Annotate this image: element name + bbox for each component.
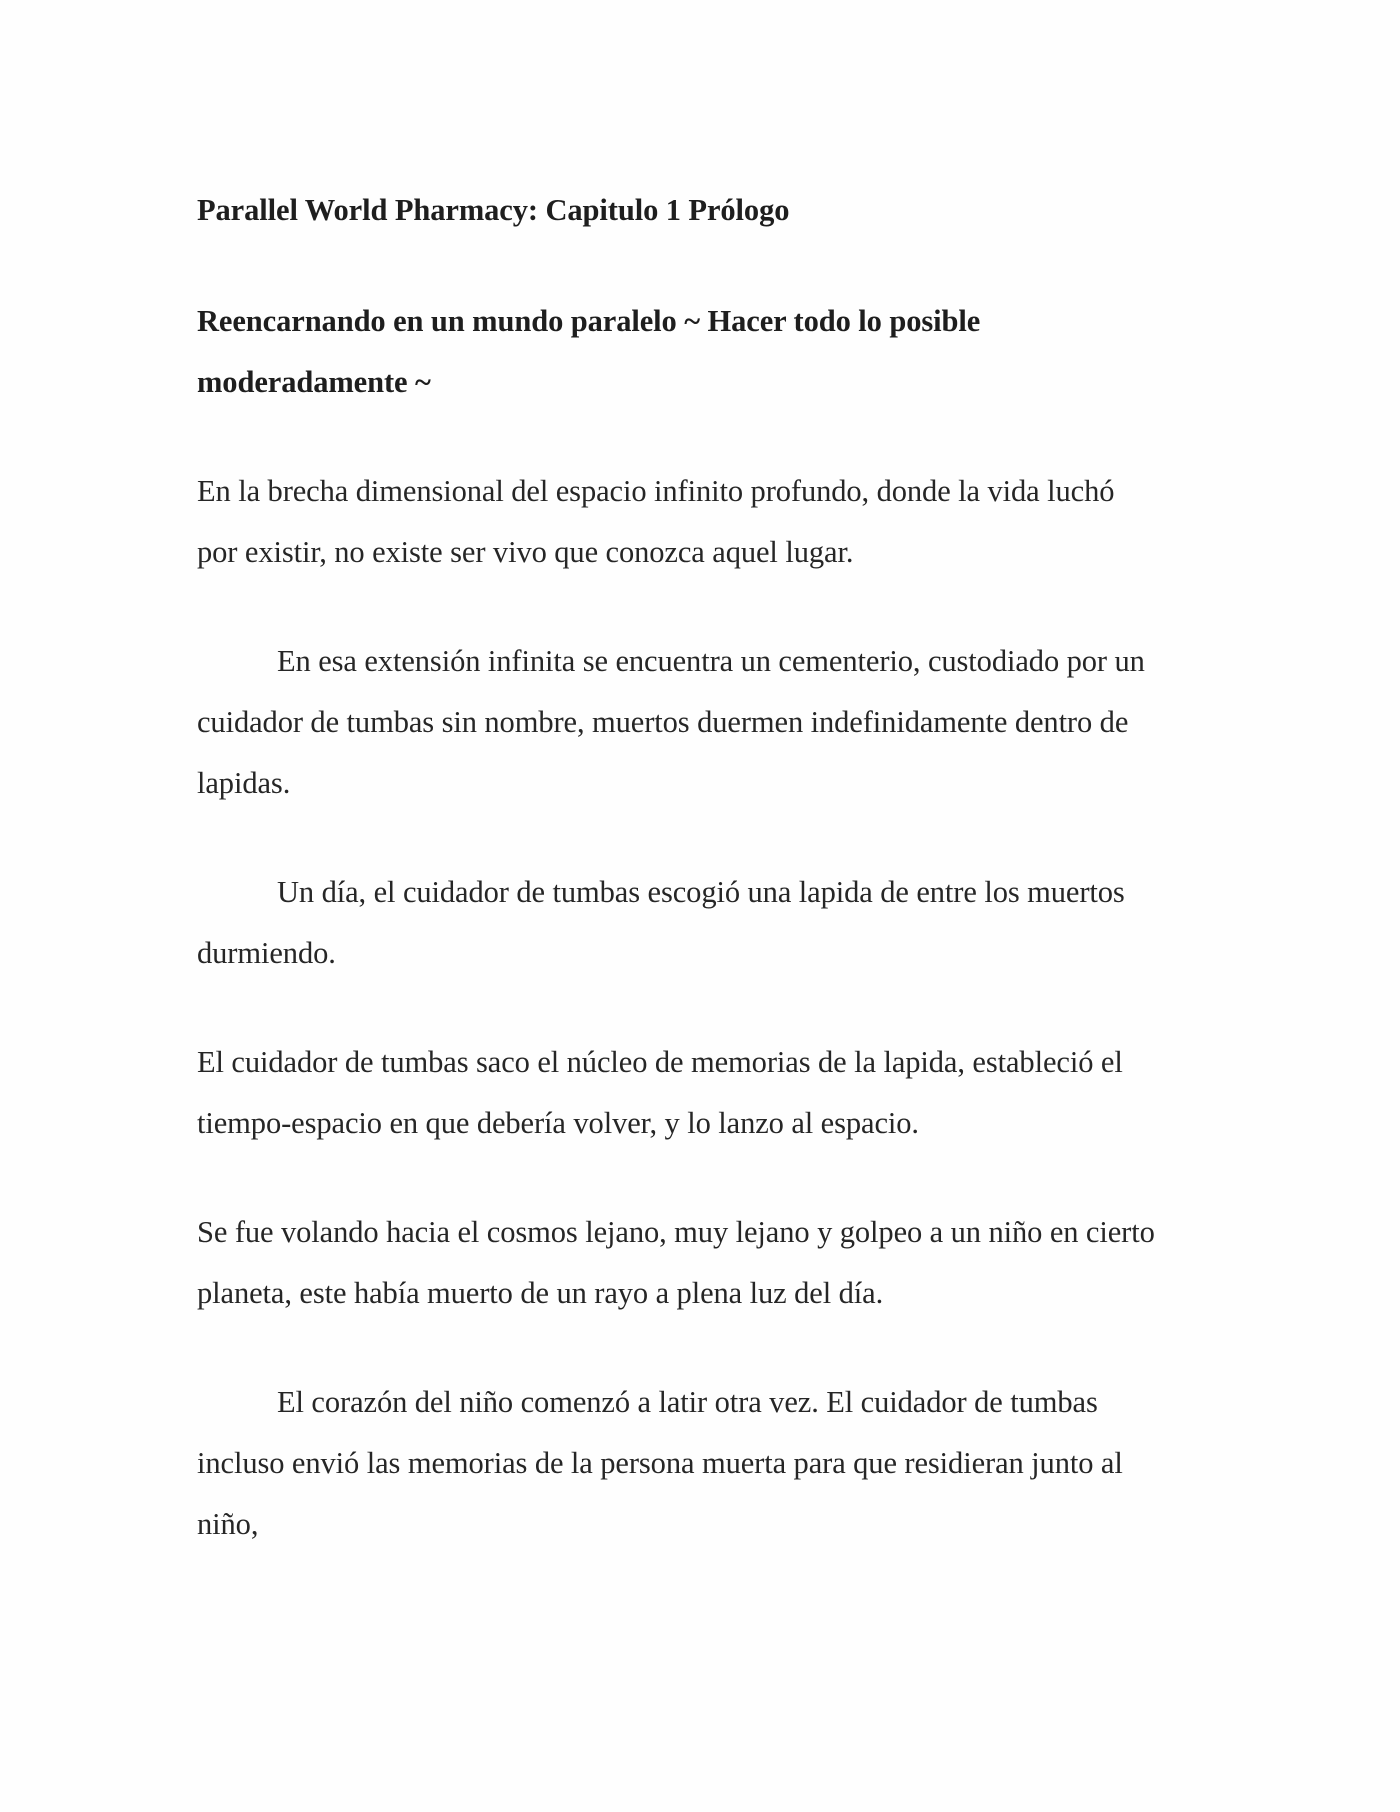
subtitle-line: moderadamente ~: [197, 365, 431, 399]
paragraph: [197, 461, 1227, 583]
paragraph-line: niño,: [197, 1507, 259, 1541]
subtitle-line: Reencarnando en un mundo paralelo ~ Hacer todo lo posible: [197, 304, 981, 338]
chapter-title: [197, 180, 1227, 241]
paragraph: [197, 1202, 1227, 1324]
paragraph-line: Se fue volando hacia el cosmos lejano, muy lejano y golpeo a un niño en cierto: [197, 1215, 1155, 1249]
paragraph: [197, 1032, 1227, 1154]
chapter-subtitle: [197, 291, 1227, 413]
paragraph-line: durmiendo.: [197, 936, 336, 970]
paragraph-line: cuidador de tumbas sin nombre, muertos duermen indefinidamente dentro de: [197, 705, 1129, 739]
paragraph-line: por existir, no existe ser vivo que conozca aquel lugar.: [197, 535, 854, 569]
paragraph-line: En la brecha dimensional del espacio infinito profundo, donde la vida luchó: [197, 474, 1115, 508]
paragraph-line: tiempo-espacio en que debería volver, y lo lanzo al espacio.: [197, 1106, 919, 1140]
paragraph-line: incluso envió las memorias de la persona muerta para que residieran junto al: [197, 1446, 1123, 1480]
document-body: [197, 180, 1227, 1555]
chapter-title-text: Parallel World Pharmacy: Capitulo 1 Prólogo: [197, 193, 790, 227]
paragraph-line: planeta, este había muerto de un rayo a plena luz del día.: [197, 1276, 884, 1310]
paragraph: [197, 631, 1227, 814]
paragraph-line: lapidas.: [197, 766, 291, 800]
paragraph-line: El corazón del niño comenzó a latir otra vez. El cuidador de tumbas: [277, 1385, 1098, 1419]
paragraph-line: El cuidador de tumbas saco el núcleo de memorias de la lapida, estableció el: [197, 1045, 1123, 1079]
paragraph-line: En esa extensión infinita se encuentra un cementerio, custodiado por un: [277, 644, 1145, 678]
paragraph: [197, 1372, 1227, 1555]
paragraph-line: Un día, el cuidador de tumbas escogió una lapida de entre los muertos: [277, 875, 1125, 909]
paragraph: [197, 862, 1227, 984]
